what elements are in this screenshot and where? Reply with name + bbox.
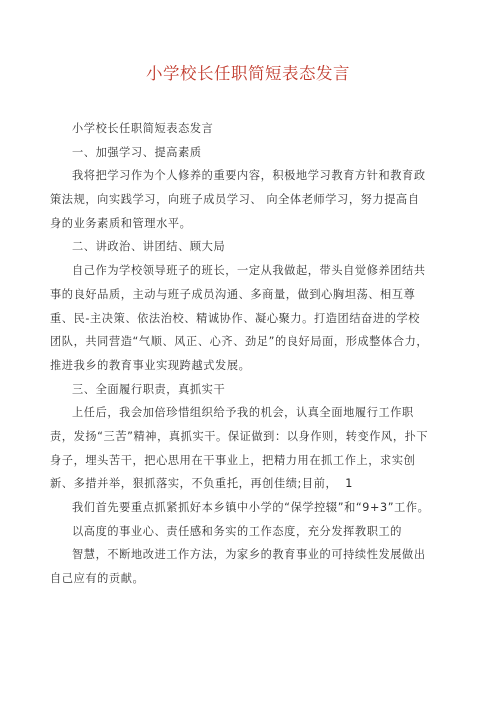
document-body	[50, 117, 462, 591]
section-heading: 二、讲政治、讲团结、顾大局	[72, 240, 226, 254]
paragraph-line: 以高度的事业心、责任感和务实的工作态度，充分发挥教职工的	[72, 524, 403, 538]
paragraph-line: 智慧，不断地改进工作方法，为家乡的教育事业的可持续性发展做出	[72, 548, 426, 562]
page-number: 1	[345, 477, 353, 491]
paragraph-line: 身的业务素质和管理水平。	[50, 216, 192, 230]
paragraph-line: 自己应有的贡献。	[50, 572, 145, 586]
paragraph-line: 新、多措并举，狠抓落实，不负重托，再创佳绩;目前， 1	[50, 472, 462, 496]
section-heading: 一、加强学习、提高素质	[72, 145, 202, 159]
paragraph-line: 上任后，我会加倍珍惜组织给予我的机会，认真全面地履行工作职	[72, 406, 414, 420]
paragraph-line: 责，发扬“三苦”精神，真抓实干。保证做到：以身作则，转变作风，扑下	[50, 429, 429, 443]
paragraph-line: 团队，共同营造“气顺、风正、心齐、劲足”的良好局面，形成整体合力，	[50, 335, 429, 349]
paragraph-line: 我将把学习作为个人修养的重要内容，积极地学习教育方针和教育政	[72, 169, 426, 183]
paragraph-line: 自己作为学校领导班子的班长，一定从我做起，带头自觉修养团结共	[72, 264, 426, 278]
paragraph-line: 身子，埋头苦干，把心思用在干事业上，把精力用在抓工作上，求实创	[50, 453, 416, 467]
document-title: 小学校长任职简短表态发言	[146, 64, 350, 83]
paragraph-line: 我们首先要重点抓紧抓好本乡镇中小学的“保学控辍”和“9+3”工作。	[72, 501, 430, 514]
paragraph-line: 事的良好品质，主动与班子成员沟通、多商量，做到心胸坦荡、相互尊	[50, 287, 416, 301]
paragraph-line: 推进我乡的教育事业实现跨越式发展。	[50, 358, 251, 372]
section-heading: 三、全面履行职责，真抓实干	[72, 382, 226, 396]
paragraph-line: 策法规，向实践学习，向班子成员学习、 向全体老师学习，努力提高自	[50, 193, 420, 207]
paragraph-line: 重、民-主决策、依法治校、精诚协作、凝心聚力。打造团结奋进的学校	[50, 311, 421, 325]
paragraph-line: 小学校长任职简短表态发言	[72, 122, 214, 135]
